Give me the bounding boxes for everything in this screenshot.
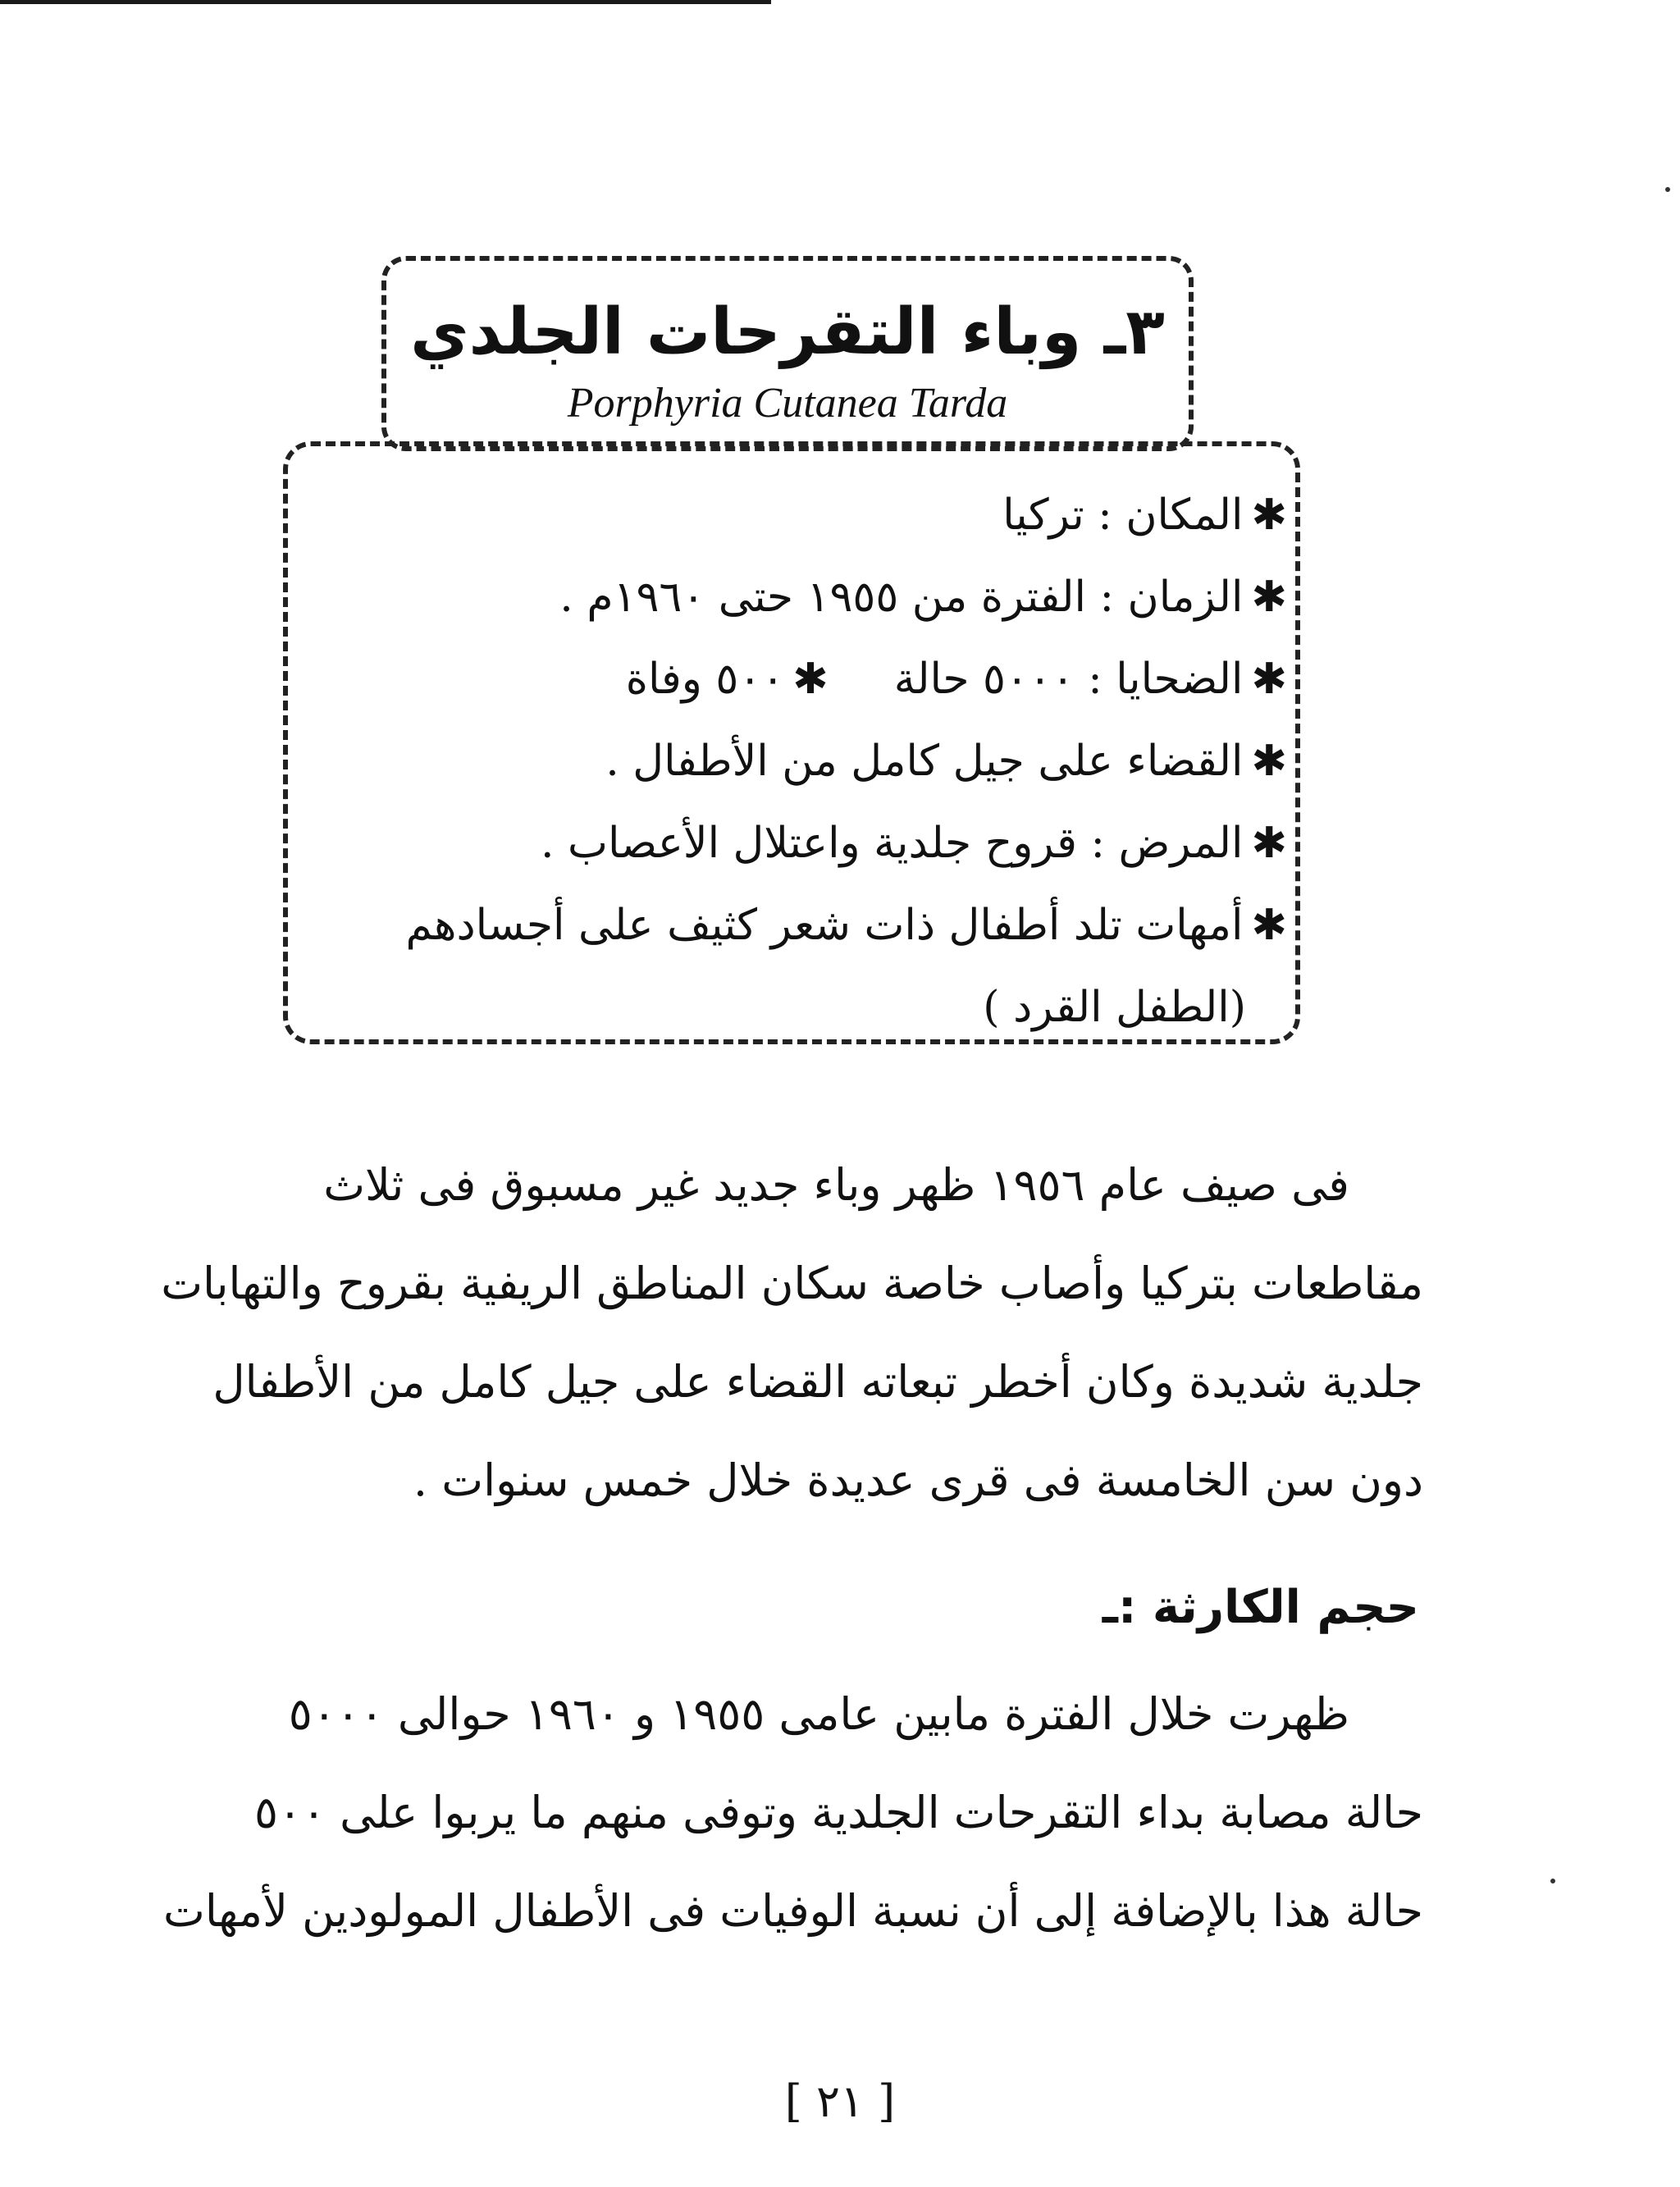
fact-mothers-continuation: (الطفل القرد ) xyxy=(983,983,1246,1032)
chapter-title: ٣ـ وباء التقرحات الجلدي xyxy=(410,295,1165,369)
paragraph-1 xyxy=(161,1136,1423,1530)
paragraph-line: حالة مصابة بداء التقرحات الجلدية وتوفى منهم ما يربوا على ٥٠٠ xyxy=(253,1787,1423,1838)
fact-place xyxy=(288,474,1295,556)
paragraph-line: ظهرت خلال الفترة مابين عامى ١٩٥٥ و ١٩٦٠ حوالى ٥٠٠٠ xyxy=(288,1688,1349,1740)
asterisk-icon: ✱ xyxy=(792,655,829,704)
asterisk-icon: ✱ xyxy=(1251,901,1287,950)
fact-impact xyxy=(288,720,1295,802)
paragraph-2 xyxy=(163,1665,1423,1961)
fact-victims xyxy=(288,638,1295,720)
section-heading: حجم الكارثة :ـ xyxy=(1102,1581,1419,1634)
paragraph-line: دون سن الخامسة فى قرى عديدة خلال خمس سنوات . xyxy=(413,1454,1423,1506)
fact-victims-deaths: ٥٠٠ وفاة xyxy=(625,655,785,704)
page-number: [ ٢١ ] xyxy=(784,2075,896,2127)
paragraph-line: مقاطعات بتركيا وأصاب خاصة سكان المناطق الريفية بقروح والتهابات xyxy=(161,1258,1423,1309)
asterisk-icon: ✱ xyxy=(1251,737,1287,786)
facts-box xyxy=(283,441,1300,1044)
latin-title: Porphyria Cutanea Tarda xyxy=(567,380,1008,427)
fact-disease xyxy=(288,802,1295,884)
scan-speck xyxy=(1665,187,1670,192)
fact-time-text: الزمان : الفترة من ١٩٥٥ حتى ١٩٦٠م . xyxy=(559,573,1244,622)
fact-place-text: المكان : تركيا xyxy=(1002,491,1244,540)
fact-time xyxy=(288,556,1295,638)
fact-victims-cases: الضحايا : ٥٠٠٠ حالة xyxy=(893,655,1244,704)
asterisk-icon: ✱ xyxy=(1251,819,1287,868)
asterisk-icon: ✱ xyxy=(1251,573,1287,622)
asterisk-icon: ✱ xyxy=(1251,491,1287,540)
paragraph-line: فى صيف عام ١٩٥٦ ظهر وباء جديد غير مسبوق فى ثلاث xyxy=(323,1159,1349,1211)
scan-speck xyxy=(1550,1879,1555,1883)
asterisk-icon: ✱ xyxy=(1251,655,1287,704)
paragraph-line: حالة هذا بالإضافة إلى أن نسبة الوفيات فى الأطفال المولودين لأمهات xyxy=(163,1885,1423,1937)
fact-mothers-text: أمهات تلد أطفال ذات شعر كثيف على أجسادهم xyxy=(405,901,1244,950)
fact-impact-text: القضاء على جيل كامل من الأطفال . xyxy=(605,737,1244,786)
fact-disease-text: المرض : قروح جلدية واعتلال الأعصاب . xyxy=(540,819,1244,868)
fact-mothers xyxy=(288,884,1295,966)
top-rule xyxy=(0,0,771,4)
paragraph-line: جلدية شديدة وكان أخطر تبعاته القضاء على جيل كامل من الأطفال xyxy=(212,1356,1423,1408)
title-box xyxy=(381,256,1194,451)
